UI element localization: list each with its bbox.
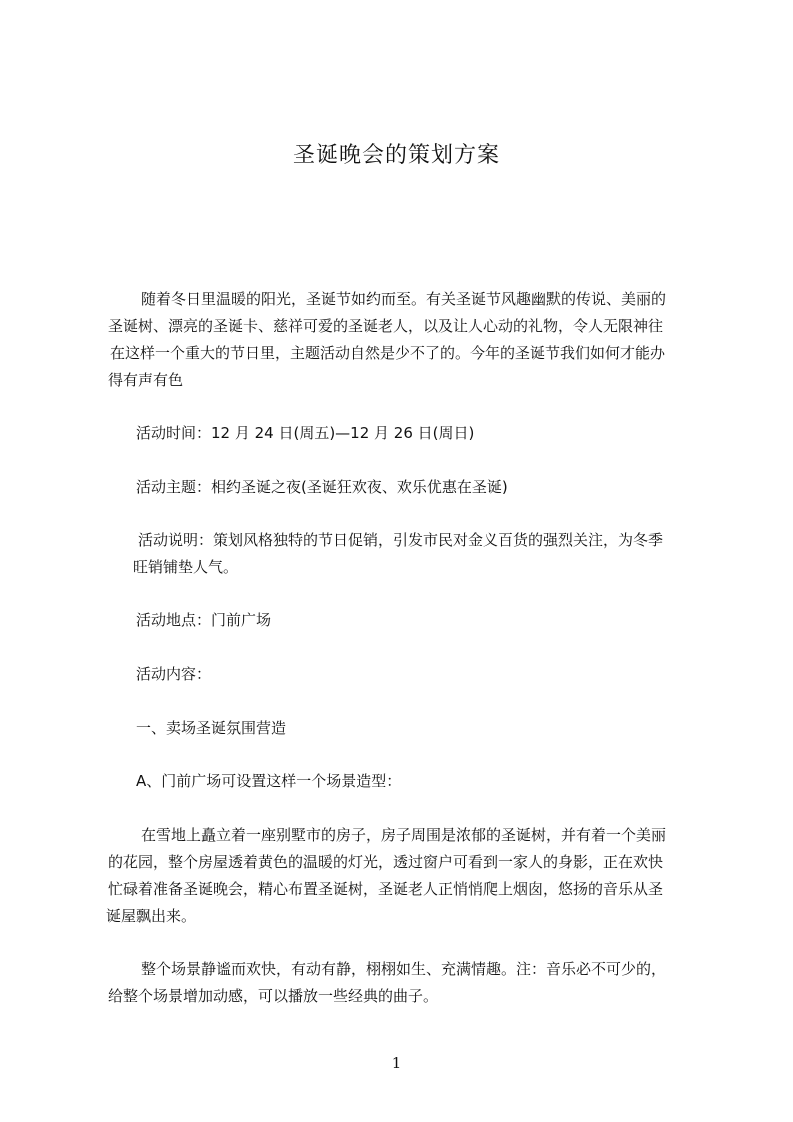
subsection-heading: A、门前广场可设置这样一个场景造型： <box>136 772 402 790</box>
activity-content-label: 活动内容： <box>136 665 212 683</box>
intro-line: 随着冬日里温暖的阳光，圣诞节如约而至。有关圣诞节风趣幽默的传说、美丽的 <box>141 290 667 308</box>
activity-time: 活动时间：12 月 24 日(周五)—12 月 26 日(周日) <box>136 424 475 442</box>
intro-line: 得有声有色 <box>108 371 184 389</box>
page-number: 1 <box>391 1054 402 1072</box>
activity-description <box>133 527 706 581</box>
intro-line: 在这样一个重大的节日里，主题活动自然是少不了的。今年的圣诞节我们如何才能办 <box>110 344 666 362</box>
note-line: 整个场景静谧而欢快，有动有静，栩栩如生、充满情趣。注：音乐必不可少的， <box>141 960 667 978</box>
description-line: 活动说明：策划风格独特的节日促销，引发市民对金义百货的强烈关注，为冬季 <box>138 531 664 549</box>
note-paragraph <box>108 956 706 1010</box>
scene-line: 忙碌着准备圣诞晚会，精心布置圣诞树，圣诞老人正悄悄爬上烟囱，悠扬的音乐从圣 <box>108 880 664 898</box>
scene-paragraph <box>106 822 706 930</box>
scene-line: 的花园，整个房屋透着黄色的温暖的灯光，透过窗户可看到一家人的身影，正在欢快 <box>108 853 664 871</box>
activity-theme: 活动主题：相约圣诞之夜(圣诞狂欢夜、欢乐优惠在圣诞) <box>136 478 508 496</box>
intro-paragraph <box>108 286 706 394</box>
section-heading: 一、卖场圣诞氛围营造 <box>136 719 287 737</box>
scene-line: 诞屋飘出来。 <box>106 907 197 925</box>
description-line: 旺销铺垫人气。 <box>133 558 239 576</box>
scene-line: 在雪地上矗立着一座别墅市的房子，房子周围是浓郁的圣诞树，并有着一个美丽 <box>141 826 667 844</box>
intro-line: 圣诞树、漂亮的圣诞卡、慈祥可爱的圣诞老人，以及让人心动的礼物，令人无限神往 <box>108 317 664 335</box>
page-title: 圣诞晚会的策划方案 <box>292 143 500 168</box>
activity-location: 活动地点：门前广场 <box>136 611 272 629</box>
note-line: 给整个场景增加动感，可以播放一些经典的曲子。 <box>108 987 439 1005</box>
